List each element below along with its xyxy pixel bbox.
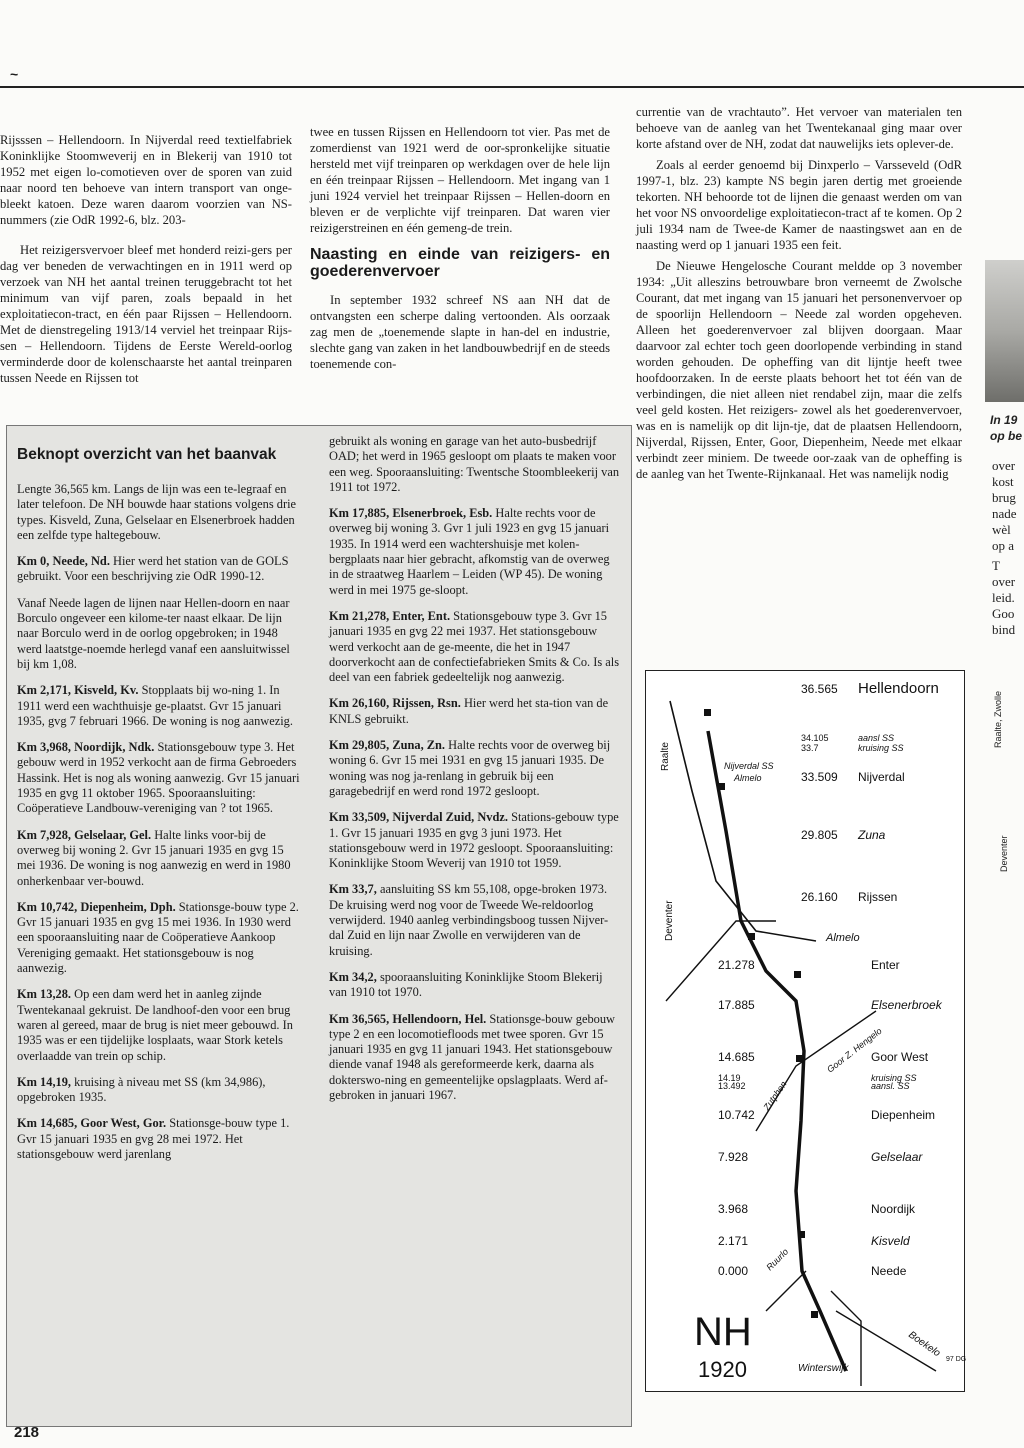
box-title: Beknopt overzicht van het baanvak <box>17 446 277 463</box>
entry-km-heading: Km 26,160, Rijssen, Rsn. <box>329 696 461 711</box>
entry-text: Hier werd het sta-tion van de KNLS gebruikt. <box>329 696 609 726</box>
edge-line: T <box>992 558 1000 573</box>
station-marker-enter <box>794 971 801 978</box>
station-marker-nijverdal <box>718 783 725 790</box>
col3-paragraph-1: currentie van de vrachtauto”. Het vervoer van materialen ten behoeve van de aanleg van het Twentekanaal ging maar over korte afstand over de NH, zodat dat nauwelijks iets oplever-de. <box>636 105 962 151</box>
col2-paragraph-2: In september 1932 schreef NS aan NH dat de ontvangsten een scherpe daling vertoonden. Als oorzaak zag men de „toenemende slapte in han-del en industrie, slechte gang van zaken in het landbouwbedrijf en de steeds toenemende con- <box>310 293 610 371</box>
map-station-name: Gelselaar <box>871 1150 923 1164</box>
overview-entry <box>17 900 303 976</box>
map-station-name: Elsenerbroek <box>871 998 942 1012</box>
ruurlo-line <box>766 1271 806 1311</box>
map-km-label: 17.885 <box>718 998 755 1012</box>
entry-text: Op een dam werd het in aanleg zijnde Twentekanaal gekruist. De landhoof-den voor een brug waren al gereed, maar de brug is niet meer gebouwd. In 1935 was er een tijdelijke losplaats, waar Stork ketels overlaadde van trein op schip. <box>17 987 293 1063</box>
entry-km-heading: Km 3,968, Noordijk, Ndk. <box>17 740 155 755</box>
map-station-name: Kisveld <box>871 1234 910 1248</box>
edge-line: brug <box>992 490 1016 505</box>
entry-km-heading: Km 10,742, Diepenheim, Dph. <box>17 899 176 914</box>
map-km-label: 36.565 <box>801 682 838 696</box>
map-station-name: Diepenheim <box>871 1108 936 1122</box>
map-km-label: 21.278 <box>718 958 755 972</box>
edge-line: over <box>992 574 1016 589</box>
entry-text: Stationsge-bouw type 2. Gvr 15 januari 1935 en gvg 15 mei 1936. In 1930 werd een spooraansluiting naar de Coöperatieve Aankoop Vereniging gemaakt. Het stationsgebouw is nog aanwezig. <box>17 899 299 976</box>
entry-km-heading: Km 14,19, <box>17 1074 72 1089</box>
edge-line: over <box>992 458 1016 473</box>
edge-line: bind <box>992 622 1016 637</box>
entry-text: Hier werd het station van de GOLS gebruikt. Voor een beschrijving zie OdR 1990-12. <box>17 554 289 584</box>
map-km-label: 29.805 <box>801 828 838 842</box>
overview-entry <box>17 596 303 672</box>
overview-entry <box>329 810 621 871</box>
edge-line: kost <box>992 474 1014 489</box>
overview-entry <box>329 609 621 685</box>
overview-entry <box>329 738 621 799</box>
map-km-label: 13.492 <box>718 1081 746 1091</box>
station-marker-rijssen <box>748 933 755 940</box>
map-km-label: 33.509 <box>801 770 838 784</box>
overview-entry <box>17 740 303 816</box>
entry-text: gebruikt als woning en garage van het auto-busbedrijf OAD; het werd in 1965 gesloopt om plaats te maken voor een weg. Spooraansluiting: Twentsche Stoombleekerij van 1911 tot 1972. <box>329 434 620 494</box>
map-km-label: 0.000 <box>718 1264 749 1278</box>
station-marker-hellendoorn <box>704 709 711 716</box>
entry-km-heading: Km 36,565, Hellendoorn, Hel. <box>329 1011 487 1026</box>
entry-text: Stationsgebouw type 3. Gvr 15 januari 1935 en gvg 22 mei 1937. Het stationsgebouw werd verkocht aan de ge-meente, die het in 1947 doorverkocht aan de confectiefabrieken Smits & Co. Is als deel van een fabriek gedeeltelijk nog aanwezig. <box>329 608 620 685</box>
map-label-almelo: Almelo <box>826 932 860 944</box>
map-km-label: 14.685 <box>718 1050 755 1064</box>
map-km-label: 10.742 <box>718 1108 755 1122</box>
railway-map-svg <box>646 671 967 1391</box>
map-km-label: 7.928 <box>718 1150 749 1164</box>
overview-entry <box>17 1116 303 1162</box>
edge-line: leid. <box>992 590 1015 605</box>
entry-text: Vanaf Neede lagen de lijnen naar Hellen-doorn en naar Borculo ongeveer een kilome-ter naast elkaar. De lijn naar Borculo werd in de oorlog opgebroken; in 1948 werd laatstge-noemde herlegd vanaf een aansluitwissel bij km 1,08. <box>17 595 290 671</box>
header-rule <box>0 86 1024 88</box>
map-label-nijverdal-ss: Nijverdal SS <box>724 761 774 771</box>
entry-text: Stopplaats bij wo-ning 1. In 1911 werd een wachthuisje ge-plaatst. Gvr 15 januari 1935, gvg 7 februari 1966. De woning is nog aanwezig. <box>17 683 293 728</box>
col2-paragraph-1: twee en tussen Rijssen en Hellendoorn tot vier. Pas met de zomerdienst van 1921 werd de oor-spronkelijke situatie hersteld met vijf treinparen op werkdagen over de hele lijn en één treinpaar Rijssen – Hellendoorn. Met ingang van 1 juni 1924 verviel het treinpaar Rijssen – Hellen-doorn en bleven er de verplichte vijf treinparen. Dat waren vier reizigerstreinen en één gemeng-de trein. <box>310 125 610 235</box>
entry-km-heading: Km 29,805, Zuna, Zn. <box>329 738 446 753</box>
map-station-name: Goor West <box>871 1050 929 1064</box>
entry-text: aansluiting SS km 55,108, opge-broken 1973. De kruising werd nog voor de Tweede We-reldoorlog verwijderd. 1940 aanleg verbindingsboog tussen Nijver-dal Zuid en lijn naar Zwolle en verwijderen van de kruising. <box>329 882 609 958</box>
entry-text: Halte rechts voor de overweg bij woning 3. Gvr 1 juli 1923 en gvg 15 januari 1935. In 1914 werd een wachtershuisje met kolen-bergplaats naar hier gebracht, afkomstig van de overweg in de straatweg Haarlem – Leiden (WP 45). De woning werd in mei 1975 ge-sloopt. <box>329 506 610 597</box>
text-column-1 <box>0 132 292 391</box>
map-credit: 97 DG <box>946 1356 967 1363</box>
entry-km-heading: Km 33,7, <box>329 882 377 897</box>
map-km-label: 14.19 <box>718 1073 741 1083</box>
map-year: 1920 <box>698 1357 747 1382</box>
overview-entry <box>329 970 621 1001</box>
map-station-name: kruising SS <box>871 1073 917 1083</box>
entry-km-heading: Km 17,885, Elsenerbroek, Esb. <box>329 506 493 521</box>
map-km-label: 26.160 <box>801 890 838 904</box>
map-title: NH <box>694 1310 752 1354</box>
map-km-label: 34.105 <box>801 733 829 743</box>
edge-line: wèl <box>992 522 1011 537</box>
overview-entry <box>329 696 621 727</box>
entry-km-heading: Km 0, Neede, Nd. <box>17 554 110 569</box>
entry-text: spooraansluiting Koninklijke Stoom Blekerij van 1910 tot 1970. <box>329 969 603 1000</box>
entry-km-heading: Km 2,171, Kisveld, Kv. <box>17 683 139 698</box>
entry-km-heading: Km 13,28. <box>17 987 72 1002</box>
edge-photo <box>985 260 1024 402</box>
overview-entry <box>329 434 621 495</box>
map-label-zutphen: Zutphen <box>761 1079 789 1113</box>
ss-line-raalte-almelo <box>670 701 816 941</box>
entry-km-heading: Km 14,685, Goor West, Gor. <box>17 1116 167 1131</box>
entry-text: Stationsgebouw type 3. Het gebouw werd in 1952 verkocht aan de firma Gebroeders Hassink. Het is nog als woning aanwezig. Gvr 15 januari 1935 en gvg 11 oktober 1965. Spooraansluiting: Coöperatieve Landbouw-vereniging van ? tot 1965. <box>17 740 300 816</box>
entry-text: Lengte 36,565 km. Langs de lijn was een te-legraaf en later telefoon. De NH bouwde haar stations volgens drie types. Kisveld, Zuna, Gelselaar en Elsenerbroek hadden een zelfde type haltegebouw. <box>17 482 297 542</box>
entry-km-heading: Km 33,509, Nijverdal Zuid, Nvdz. <box>329 810 508 825</box>
entry-km-heading: Km 7,928, Gelselaar, Gel. <box>17 827 152 842</box>
map-station-name: Hellendoorn <box>858 680 939 697</box>
entry-km-heading: Km 34,2, <box>329 969 377 984</box>
overview-entry <box>17 1075 303 1106</box>
edge-line: Goo <box>992 606 1015 621</box>
box-column-right <box>329 434 621 1114</box>
overview-entry <box>329 882 621 958</box>
page-number: 218 <box>14 1424 40 1441</box>
map-station-name: Neede <box>871 1264 907 1278</box>
overview-entry <box>329 1012 621 1104</box>
map-label-ruurlo: Ruurlo <box>764 1246 791 1273</box>
station-marker-goor <box>796 1055 803 1062</box>
map-station-name: Noordijk <box>871 1202 916 1216</box>
edge-map-label-raalte: Raalte, Zwolle <box>993 690 1003 748</box>
map-station-name: Enter <box>871 958 900 972</box>
map-station-name: Nijverdal <box>858 770 905 784</box>
col3-paragraph-3: De Nieuwe Hengelosche Courant meldde op 3 november 1934: „Uit alleszins betrouwbare bron verneemt de Zwolsche Courant, dat met ingang van 15 januari het personenvervoer op de spoorlijn Hellendoorn – Neede zal worden opgeheven. Alleen het goederenvervoer zal blijven doorgaan. Maar daarvoor zal echter toch geen doorlopende verbinding in stand worden gehouden. De opheffing van dit lijntje heeft twee hoofdoorzaken. In de eerste plaats behoort het tot één van de verbindingen, die niet alleen niet rendabel zijn, maar die zelfs veel geld kosten. Het reizigers- zowel als het goederenvervoer, was en is namelijk op dit lijn-tje, dat de plaatsen Hellendoorn, Nijverdal, Rijssen, Enter, Goor, Diepenheim, Neede met elkaar verbindt zeer miniem. De tweede oor-zaak van de opheffing is de aanleg van het Twente-Rijnkanaal. Het was namelijk nodig <box>636 259 962 481</box>
entry-km-heading: Km 21,278, Enter, Ent. <box>329 608 451 623</box>
edge-map-label-deventer: Deventer <box>999 835 1009 872</box>
edge-line: op a <box>992 538 1015 553</box>
entry-text: Stationsge-bouw gebouw type 2 en een locomotiefloods met twee sporen. Gvr 15 januari 1935 en gvg 11 januari 1943. Het stationsgebouw diende vanaf 1948 als gereformeerde kerk, daarna als dokterswo-ning en gemeentelijke opslagplaats. Werd af-gebroken in januari 1967. <box>329 1011 616 1102</box>
map-station-name: Rijssen <box>858 890 898 904</box>
text-column-2 <box>310 124 610 377</box>
map-label-deventer: Deventer <box>664 900 675 941</box>
overview-entry <box>17 482 303 543</box>
map-km-label: 3.968 <box>718 1202 749 1216</box>
overview-entry <box>329 506 621 598</box>
map-label-goor-hengelo: Goor Z. Hengelo <box>825 1025 884 1075</box>
col1-paragraph-1: Rijsssen – Hellendoorn. In Nijverdal reed textielfabriek Koninklijke Stoomweverij en in Blekerij van 1910 tot 1952 met eigen lo-comotieven over de sporen van zuid naar noord ten behoeve van intern transport van onge-bleekt katoen. Deze waren daarom voorzien van NS-nummers (zie OdR 1992-6, blz. 203- <box>0 133 292 227</box>
zutphen-hengelo-line <box>756 1011 876 1131</box>
station-marker-neede <box>811 1311 818 1318</box>
railway-map <box>645 670 965 1392</box>
map-km-label: 33.7 <box>801 743 819 753</box>
header-fragment: ~ <box>10 66 19 82</box>
map-km-label: 2.171 <box>718 1234 749 1248</box>
edge-line: nade <box>992 506 1017 521</box>
map-label-boekelo: Boekelo <box>906 1329 943 1360</box>
overview-entry <box>17 683 303 729</box>
map-label-almelo-small: Almelo <box>734 773 762 783</box>
map-label-raalte: Raalte <box>660 742 671 771</box>
entry-text: Stations-gebouw type 1. Gvr 15 januari 1935 en gvg 3 juni 1973. Het stationsgebouw werd in 1972 gesloopt. Spooraansluiting: Koninklijke Stoom Weverij van 1910 tot 1959. <box>329 810 619 871</box>
overview-entry <box>17 987 303 1063</box>
section-heading: Naasting en einde van reizigers- en goederenvervoer <box>310 246 610 280</box>
box-column-left <box>17 482 303 1173</box>
map-station-name: Zuna <box>858 828 886 842</box>
entry-text: Stationsge-bouw type 1. Gvr 15 januari 1935 en gvg 28 mei 1972. Het stationsgebouw werd jarenlang <box>17 1116 290 1161</box>
map-station-name: aansl SS <box>858 733 895 743</box>
text-column-3 <box>636 104 962 487</box>
edge-caption: In 19 op be <box>990 413 1022 443</box>
entry-text: Halte links voor-bij de overweg bij woning 2. Gvr 15 januari 1935 en gvg 15 mei 1936. De woning is nog aanwezig en werd in 1980 onherkenbaar ver-bouwd. <box>17 827 291 888</box>
edge-text-lines <box>992 458 1017 638</box>
entry-text: Halte rechts voor de overweg bij woning 6. Gvr 15 mei 1931 en gvg 15 januari 1935. De woning was nog ja-renlang in gebruik bij een garagebedrijf en werd rond 1972 gesloopt. <box>329 738 611 798</box>
map-station-name: aansl. SS <box>871 1081 910 1091</box>
map-station-name: kruising SS <box>858 743 904 753</box>
col3-paragraph-2: Zoals al eerder genoemd bij Dinxperlo – Varsseveld (OdR 1997-1, blz. 23) kampte NS begin jaren dertig met groeiende tekorten. NH behoorde tot de lijnen die genaast werden om van het voor NS onvoordelige exploitatiecon-tract af te komen. Op 2 juli 1934 nam de Twee-de Kamer de naastingswet aan en de naasting werd op 1 januari 1935 een feit. <box>636 158 962 252</box>
overview-entry <box>17 828 303 889</box>
station-marker-noordijk <box>798 1231 805 1238</box>
entry-text: kruising à niveau met SS (km 34,986), opgebroken 1935. <box>17 1074 266 1105</box>
overview-entry <box>17 554 303 585</box>
map-label-winterswijk: Winterswijk <box>798 1363 849 1374</box>
route-overview-box <box>6 425 632 1427</box>
col1-paragraph-2: Het reizigersvervoer bleef met honderd reizi-gers per dag ver beneden de verwachtingen en in 1911 werd op verzoek van NH het aantal treinen teruggebracht tot het minimum van vijf paren, zoals bepaald in het exploitatiecon-tract, en één paar Rijssen – Hellendoorn. Met de dienstregeling 1913/14 verviel het treinpaar Rijs-sen – Hellendoorn. Tijdens de Eerste Wereld-oorlog verminderde door de kolenschaarste het aantal treinparen tussen Neede en Rijssen tot <box>0 243 292 385</box>
